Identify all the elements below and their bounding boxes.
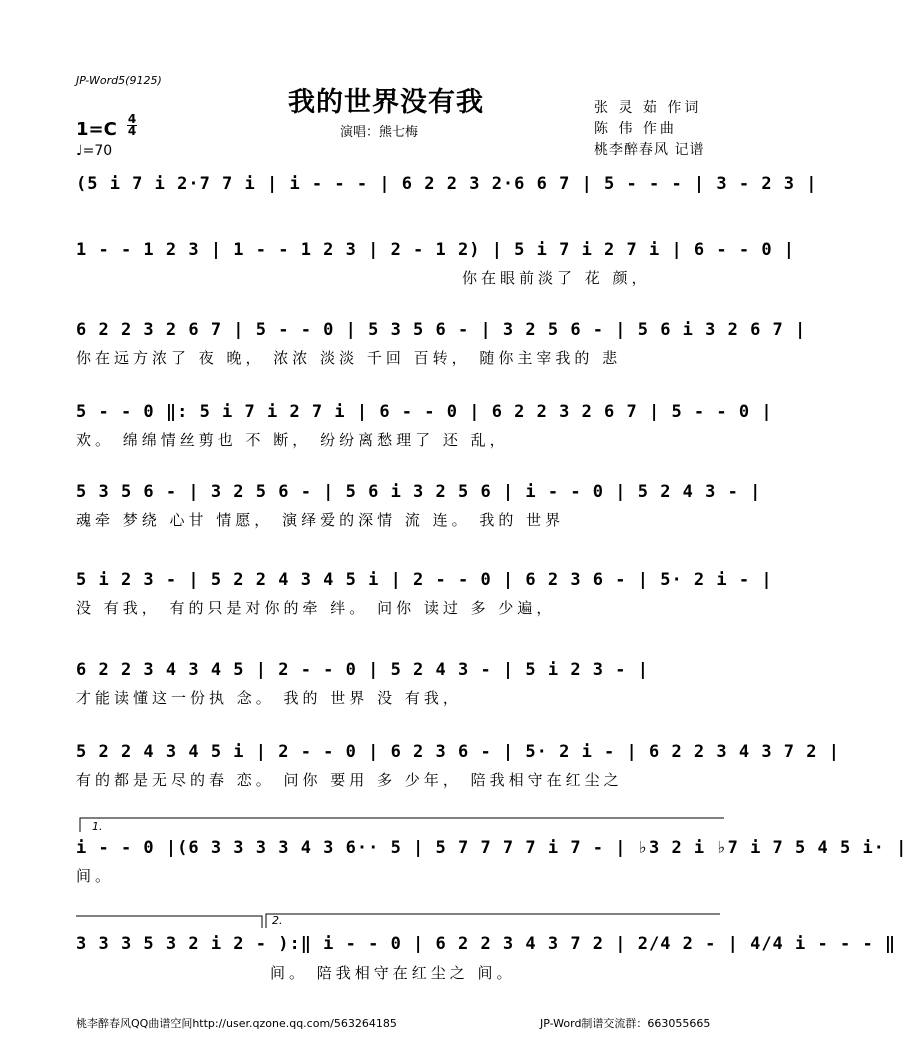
first-ending-bracket: [80, 818, 724, 832]
lyrics-line-8: 有的都是无尽的春 恋。 问你 要用 多 少年， 陪我相守在红尘之: [76, 771, 623, 789]
lyricist-credit: 张 灵 茹 作词: [594, 100, 702, 116]
footer-group-info: JP-Word制谱交流群：663055665: [540, 1017, 711, 1030]
lyrics-line-5: 魂牵 梦绕 心甘 情愿， 演绎爱的深情 流 连。 我的 世界: [76, 511, 565, 529]
transcriber-credit: 桃李醉春风 记谱: [594, 142, 705, 158]
notes-line-4: 5 - - 0 ‖: 5 i 7 i 2 7 i | 6 - - 0 | 6 2 2 3 2 6 7 | 5 - - 0 |: [76, 402, 773, 422]
notes-line-8: 5 2 2 4 3 4 5 i | 2 - - 0 | 6 2 3 6 - | 5· 2 i - | 6 2 2 3 4 3 7 2 |: [76, 742, 840, 762]
notes-line-10: 3 3 3 5 3 2 i 2 - ):‖ i - - 0 | 6 2 2 3 4 3 7 2 | 2/4 2 - | 4/4 i - - - ‖: [76, 934, 897, 954]
software-label: JP-Word5(9125): [76, 74, 162, 87]
lyrics-line-4: 欢。 绵绵情丝剪也 不 断， 纷纷离愁理了 还 乱，: [76, 431, 509, 449]
second-ending-bracket: [266, 914, 720, 928]
time-signature-top: 4: [127, 112, 137, 126]
notes-line-6: 5 i 2 3 - | 5 2 2 4 3 4 5 i | 2 - - 0 | 6 2 3 6 - | 5· 2 i - |: [76, 570, 773, 590]
key-signature: 1=C: [76, 119, 117, 140]
lyrics-line-7: 才能读懂这一份执 念。 我的 世界 没 有我，: [76, 689, 462, 707]
lyrics-line-9: 间。: [76, 867, 115, 885]
lyrics-line-10: 间。 陪我相守在红尘之 间。: [270, 964, 516, 982]
notes-line-5: 5 3 5 6 - | 3 2 5 6 - | 5 6 i 3 2 5 6 | i - - 0 | 5 2 4 3 - |: [76, 482, 762, 502]
composer-credit: 陈 伟 作曲: [594, 121, 677, 137]
lyrics-line-2: 你在眼前淡了 花 颜，: [462, 269, 651, 287]
lyrics-line-6: 没 有我， 有的只是对你的牵 绊。 问你 读过 多 少遍，: [76, 599, 556, 617]
repeat-bracket-line-10: [76, 916, 262, 928]
lyrics-line-3: 你在远方浓了 夜 晚， 浓浓 淡淡 千回 百转， 随你主宰我的 悲: [76, 349, 622, 367]
second-ending-label: 2.: [272, 914, 283, 927]
tempo-marking: ♩=70: [76, 143, 113, 159]
footer-source-link: 桃李醉春风QQ曲谱空间http://user.qzone.qq.com/563264185: [76, 1017, 397, 1030]
singer-label: 演唱：熊七梅: [340, 125, 419, 140]
notes-line-2: 1 - - 1 2 3 | 1 - - 1 2 3 | 2 - 1 2) | 5 i 7 i 2 7 i | 6 - - 0 |: [76, 240, 796, 260]
notes-line-7: 6 2 2 3 4 3 4 5 | 2 - - 0 | 5 2 4 3 - | 5 i 2 3 - |: [76, 660, 649, 680]
notes-line-1: (5 i 7 i 2·7 7 i | i - - - | 6 2 2 3 2·6 6 7 | 5 - - - | 3 - 2 3 |: [76, 174, 818, 194]
song-title: 我的世界没有我: [288, 87, 484, 118]
time-signature-bottom: 4: [127, 124, 137, 138]
first-ending-label: 1.: [92, 820, 103, 833]
notes-line-3: 6 2 2 3 2 6 7 | 5 - - 0 | 5 3 5 6 - | 3 2 5 6 - | 5 6 i 3 2 6 7 |: [76, 320, 807, 340]
notes-line-9: i - - 0 |(6 3 3 3 3 4 3 6·· 5 | 5 7 7 7 7 i 7 - | ♭3 2 i ♭7 i 7 5 4 5 i· |: [76, 838, 907, 858]
